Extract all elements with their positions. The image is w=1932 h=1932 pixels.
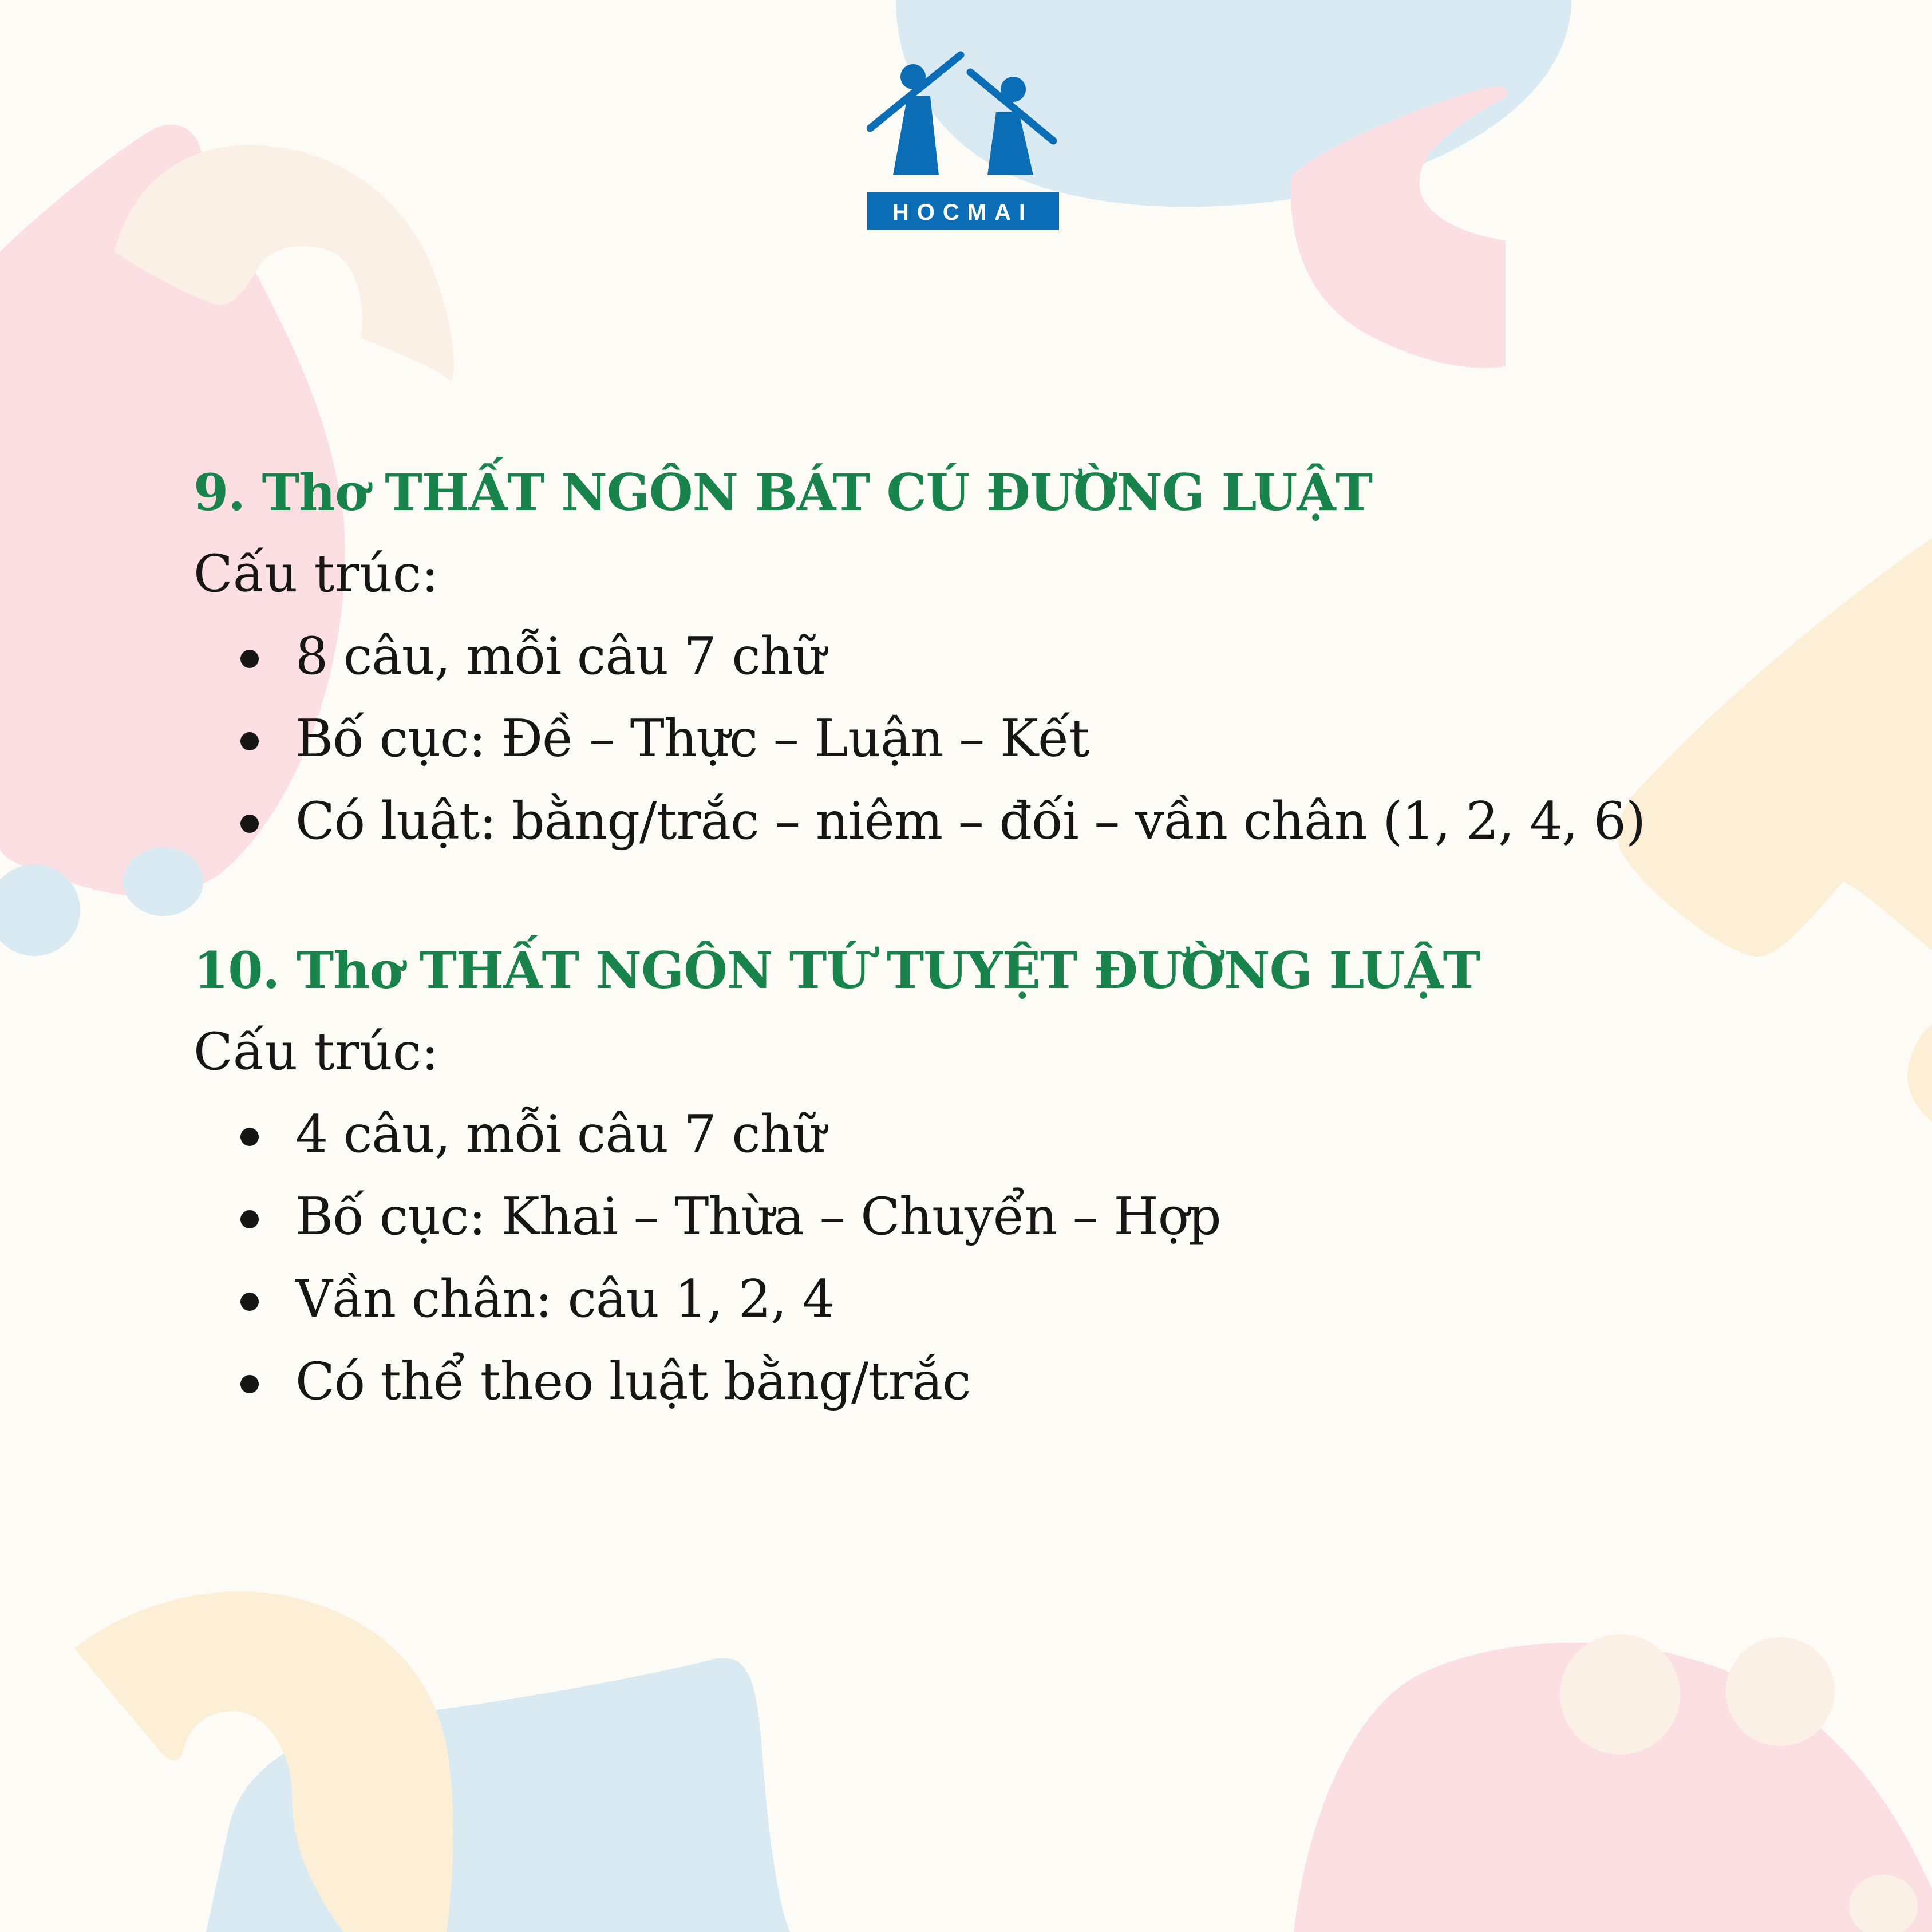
bullet-icon — [240, 732, 259, 750]
blue-dot-left-2 — [123, 847, 203, 916]
bullet-icon — [240, 650, 259, 668]
list-item — [193, 1341, 1825, 1423]
cream-dot-bottom-right-2 — [1726, 1637, 1835, 1746]
section-heading: 10. Thơ THẤT NGÔN TỨ TUYỆT ĐƯỜNG LUẬT — [193, 941, 1480, 1000]
section-subtitle: Cấu trúc: — [193, 1022, 439, 1082]
section-heading: 9. Thơ THẤT NGÔN BÁT CÚ ĐƯỜNG LUẬT — [193, 463, 1373, 522]
bullet-icon — [240, 1375, 259, 1393]
section-subtitle: Cấu trúc: — [193, 544, 439, 604]
list-item — [193, 1176, 1825, 1258]
bullet-list — [193, 1093, 1825, 1423]
bullet-icon — [240, 815, 259, 833]
list-item — [193, 615, 1825, 698]
cream-dot-bottom-right-1 — [1560, 1634, 1680, 1755]
main-content — [193, 452, 1825, 1423]
list-item-text: Bố cục: Khai – Thừa – Chuyển – Hợp — [295, 1187, 1221, 1247]
list-item — [193, 1258, 1825, 1341]
logo-wordmark: HOCMAI — [892, 200, 1034, 225]
hocmai-logo — [867, 49, 1059, 232]
list-item-text: 4 câu, mỗi câu 7 chữ — [295, 1104, 825, 1164]
list-item — [193, 780, 1825, 863]
list-item — [193, 1093, 1825, 1176]
list-item-text: Bố cục: Đề – Thực – Luận – Kết — [295, 709, 1089, 769]
bullet-icon — [240, 1128, 259, 1146]
bullet-icon — [240, 1293, 259, 1311]
list-item-text: 8 câu, mỗi câu 7 chữ — [295, 626, 825, 686]
section-that-ngon-bat-cu — [193, 452, 1825, 863]
list-item-text: Có luật: bằng/trắc – niêm – đối – vần chân (1, 2, 4, 6) — [295, 791, 1646, 851]
bullet-list — [193, 615, 1825, 863]
bullet-icon — [240, 1210, 259, 1228]
section-that-ngon-tu-tuyet — [193, 930, 1825, 1423]
yellow-blob-right-small — [1907, 1025, 1932, 1122]
list-item-text: Có thể theo luật bằng/trắc — [295, 1352, 971, 1412]
list-item-text: Vần chân: câu 1, 2, 4 — [295, 1269, 835, 1329]
list-item — [193, 698, 1825, 780]
